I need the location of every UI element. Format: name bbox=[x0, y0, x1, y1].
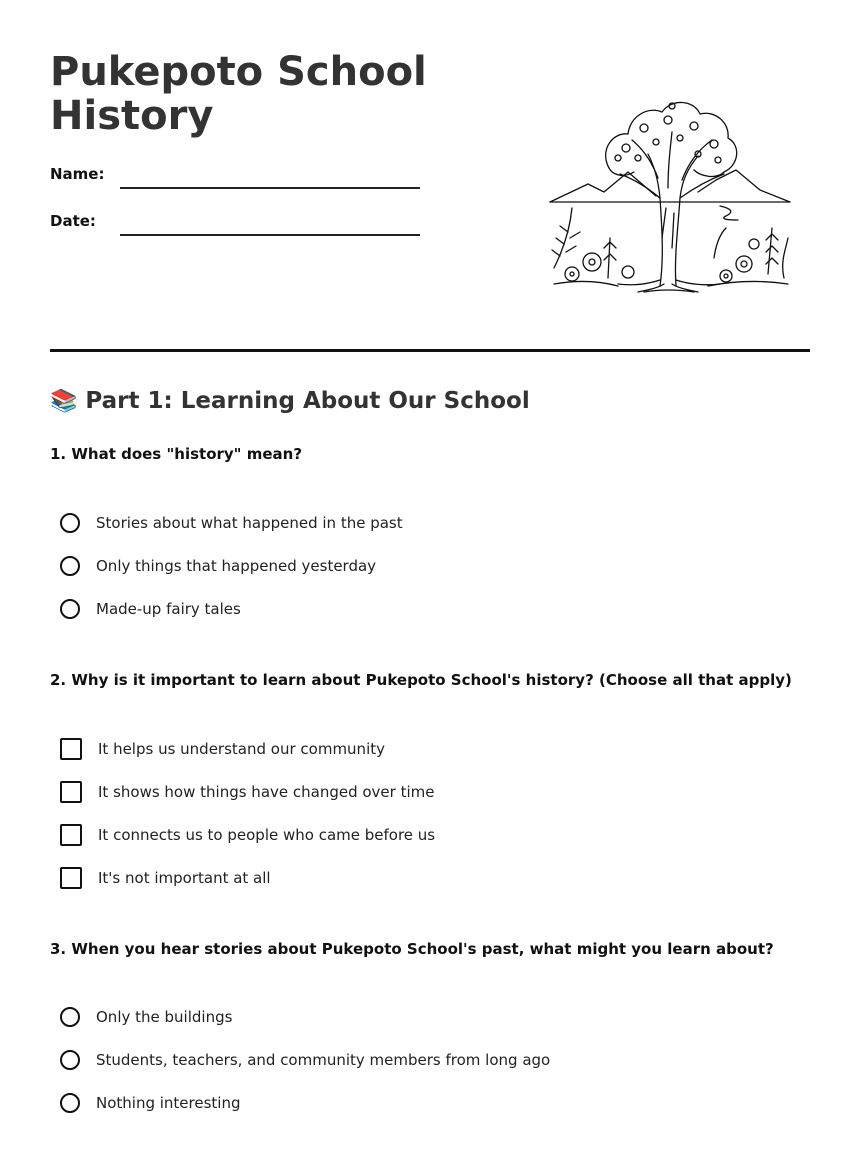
date-label: Date: bbox=[50, 212, 96, 230]
q3-option-1[interactable] bbox=[60, 1005, 232, 1029]
option-label: Students, teachers, and community members from long ago bbox=[96, 1051, 551, 1069]
question-2: 2. Why is it important to learn about Pukepoto School's history? (Choose all that apply) bbox=[50, 671, 792, 689]
radio-button[interactable] bbox=[60, 599, 80, 619]
radio-button[interactable] bbox=[60, 1007, 80, 1027]
question-1: 1. What does "history" mean? bbox=[50, 445, 303, 463]
radio-button[interactable] bbox=[60, 513, 80, 533]
section-divider bbox=[50, 349, 810, 352]
tree-landscape-illustration bbox=[548, 88, 794, 294]
books-emoji: 📚 bbox=[50, 389, 78, 414]
part-1-heading bbox=[50, 388, 530, 414]
date-input-line[interactable] bbox=[120, 234, 420, 236]
checkbox[interactable] bbox=[60, 738, 82, 760]
option-label: It connects us to people who came before us bbox=[98, 826, 436, 844]
radio-button[interactable] bbox=[60, 1093, 80, 1113]
q3-option-2[interactable] bbox=[60, 1048, 550, 1072]
option-label: Stories about what happened in the past bbox=[96, 514, 403, 532]
option-label: Nothing interesting bbox=[96, 1094, 241, 1112]
q1-option-1[interactable] bbox=[60, 511, 403, 535]
radio-button[interactable] bbox=[60, 1050, 80, 1070]
option-label: It's not important at all bbox=[98, 869, 271, 887]
question-3: 3. When you hear stories about Pukepoto School's past, what might you learn about? bbox=[50, 940, 774, 958]
checkbox[interactable] bbox=[60, 867, 82, 889]
option-label: Only things that happened yesterday bbox=[96, 557, 377, 575]
q2-option-1[interactable] bbox=[60, 737, 385, 761]
q2-option-4[interactable] bbox=[60, 866, 271, 890]
option-label: Only the buildings bbox=[96, 1008, 233, 1026]
q1-option-2[interactable] bbox=[60, 554, 376, 578]
checkbox[interactable] bbox=[60, 824, 82, 846]
q2-option-3[interactable] bbox=[60, 823, 435, 847]
q3-option-3[interactable] bbox=[60, 1091, 241, 1115]
name-label: Name: bbox=[50, 165, 105, 183]
page-title: Pukepoto School History bbox=[50, 49, 427, 139]
q1-option-3[interactable] bbox=[60, 597, 241, 621]
q2-option-2[interactable] bbox=[60, 780, 434, 804]
part-1-title: Part 1: Learning About Our School bbox=[85, 388, 530, 414]
option-label: It helps us understand our community bbox=[98, 740, 385, 758]
option-label: It shows how things have changed over time bbox=[98, 783, 435, 801]
option-label: Made-up fairy tales bbox=[96, 600, 241, 618]
checkbox[interactable] bbox=[60, 781, 82, 803]
radio-button[interactable] bbox=[60, 556, 80, 576]
name-input-line[interactable] bbox=[120, 187, 420, 189]
